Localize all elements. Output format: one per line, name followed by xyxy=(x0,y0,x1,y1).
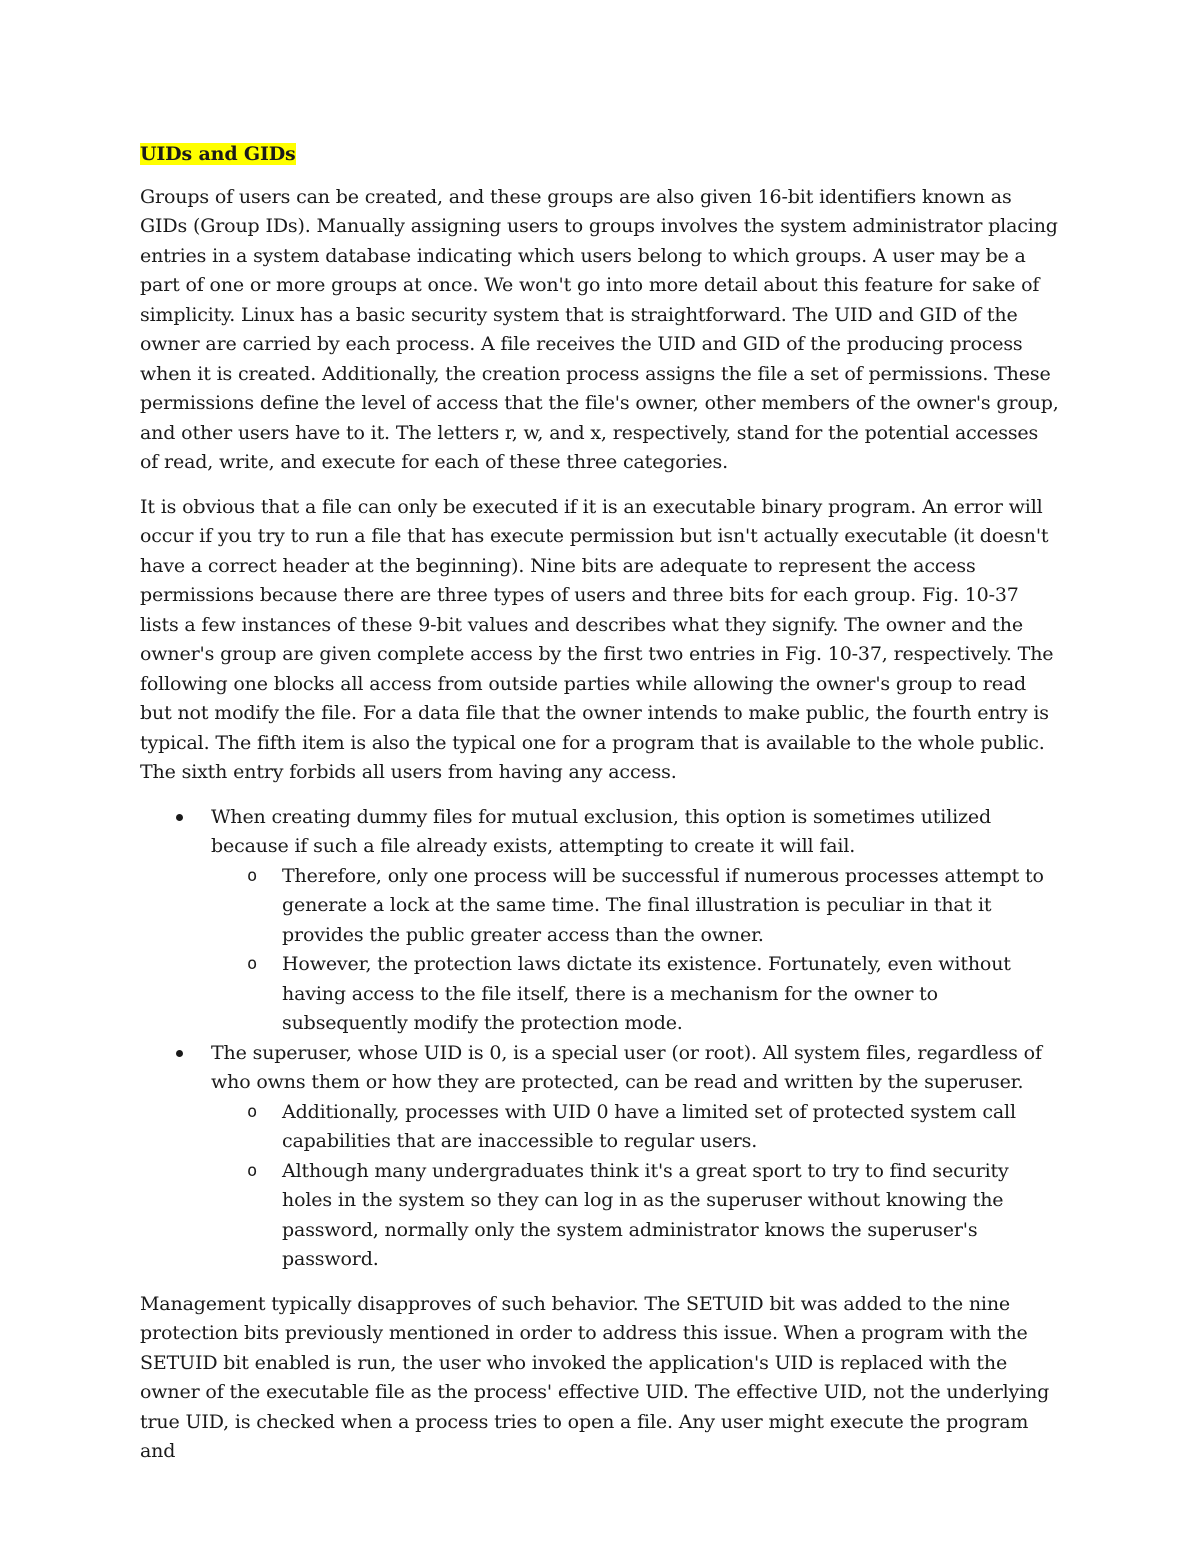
document-page xyxy=(140,140,1060,1482)
sub-list-item-text: Therefore, only one process will be successful if numerous processes attempt to generate a lock at the same time. The final illustration is peculiar in that it provides the public greater access than the owner. xyxy=(282,864,1044,946)
bullet-dot-icon xyxy=(176,814,183,821)
sub-bullet-icon: o xyxy=(247,1101,258,1122)
sub-list-item xyxy=(210,862,1060,951)
list-item-text: When creating dummy files for mutual exclusion, this option is sometimes utilized because if such a file already exists, attempting to create it will fail. xyxy=(211,805,992,857)
bullet-dot-icon xyxy=(176,1050,183,1057)
sub-list-item-text: However, the protection laws dictate its existence. Fortunately, even without having access to the file itself, there is a mechanism for the owner to subsequently modify the protection mode. xyxy=(282,953,1011,1034)
sub-bullet-icon: o xyxy=(247,1160,258,1181)
bullet-list xyxy=(140,803,1060,1275)
paragraph-permissions: It is obvious that a file can only be executed if it is an executable binary program. An error will occur if you try to run a file that has execute permission but isn't actually executable (it doesn't have a correct header at the beginning). Nine bits are adequate to represent the access permissions because there are three types of users and three bits for each group. Fig. 10-37 lists a few instances of these 9-bit values and describes what they signify. The owner and the owner's group are given complete access by the first two entries in Fig. 10-37, respectively. The following one blocks all access from outside parties while allowing the owner's group to read but not modify the file. For a data file that the owner intends to make public, the fourth entry is typical. The fifth item is also the typical one for a program that is available to the whole public. The sixth entry forbids all users from having any access. xyxy=(140,495,1054,783)
list-item xyxy=(140,803,1060,1039)
paragraph-setuid: Management typically disapproves of such behavior. The SETUID bit was added to the nine protection bits previously mentioned in order to address this issue. When a program with the SETUID bit enabled is run, the user who invoked the application's UID is replaced with the owner of the executable file as the process' effective UID. The effective UID, not the underlying true UID, is checked when a process tries to open a file. Any user might execute the program and xyxy=(140,1292,1050,1462)
paragraph-groups: Groups of users can be created, and these groups are also given 16-bit identifiers known as GIDs (Group IDs). Manually assigning users to groups involves the system administrator placing entries in a system database indicating which users belong to which groups. A user may be a part of one or more groups at once. We won't go into more detail about this feature for sake of simplicity. Linux has a basic security system that is straightforward. The UID and GID of the owner are carried by each process. A file receives the UID and GID of the producing process when it is created. Additionally, the creation process assigns the file a set of permissions. These permissions define the level of access that the file's owner, other members of the owner's group, and other users have to it. The letters r, w, and x, respectively, stand for the potential accesses of read, write, and execute for each of these three categories. xyxy=(140,185,1059,473)
sub-bullet-icon: o xyxy=(247,954,258,974)
sub-list-item xyxy=(210,950,1060,1039)
list-item xyxy=(140,1039,1060,1275)
sub-list-item xyxy=(210,1157,1060,1275)
section-heading xyxy=(140,140,1060,170)
list-item-text: The superuser, whose UID is 0, is a special user (or root). All system files, regardless of who owns them or how they are protected, can be read and written by the superuser. xyxy=(211,1041,1042,1093)
heading-text: UIDs and GIDs xyxy=(140,143,296,165)
sub-list xyxy=(211,1098,1060,1275)
sub-list-item xyxy=(210,1098,1060,1157)
sub-list-item-text: Although many undergraduates think it's a great sport to try to find security holes in the system so they can log in as the superuser without knowing the password, normally only the system administrator knows the superuser's password. xyxy=(282,1159,1009,1270)
sub-list xyxy=(211,862,1060,1039)
sub-list-item-text: Additionally, processes with UID 0 have a limited set of protected system call capabilities that are inaccessible to regular users. xyxy=(282,1100,1016,1152)
sub-bullet-icon: o xyxy=(247,865,258,886)
